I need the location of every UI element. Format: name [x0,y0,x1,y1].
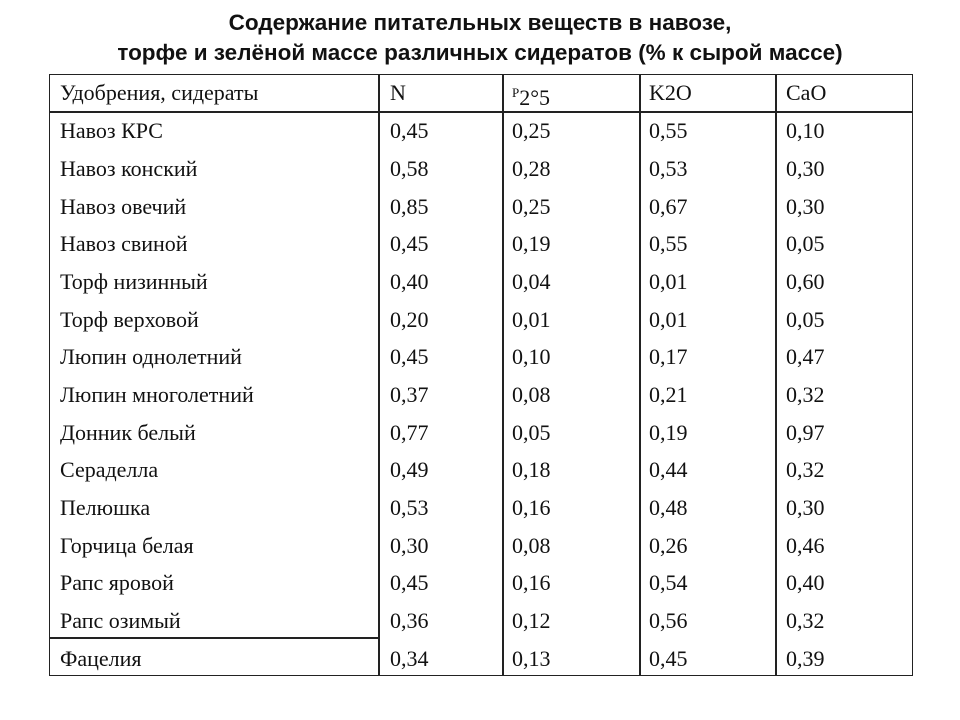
header-cao: CaO [786,80,827,105]
cell-cao: 0,47 [786,344,825,369]
cell-k2o: 0,19 [649,420,688,445]
cell-n: 0,58 [390,156,429,181]
cell-name: Рапс озимый [60,608,181,633]
cell-k2o: 0,17 [649,344,688,369]
cell-cao: 0,10 [786,118,825,143]
cell-name: Навоз овечий [60,194,187,219]
cell-p2o5: 0,13 [512,646,551,671]
cell-name: Донник белый [60,420,196,445]
cell-cao: 0,30 [786,194,825,219]
cell-name: Люпин однолетний [60,344,242,369]
cell-n: 0,45 [390,118,429,143]
cell-name: Торф верховой [60,307,199,332]
cell-k2o: 0,67 [649,194,688,219]
cell-k2o: 0,55 [649,231,688,256]
cell-k2o: 0,45 [649,646,688,671]
cell-cao: 0,05 [786,231,825,256]
cell-p2o5: 0,19 [512,231,551,256]
cell-name: Сераделла [60,457,159,482]
cell-name: Фацелия [60,646,142,671]
cell-n: 0,49 [390,457,429,482]
cell-cao: 0,40 [786,570,825,595]
cell-p2o5: 0,16 [512,495,551,520]
cell-n: 0,85 [390,194,429,219]
cell-cao: 0,97 [786,420,825,445]
cell-name: Рапс яровой [60,570,174,595]
cell-n: 0,34 [390,646,429,671]
cell-n: 0,45 [390,570,429,595]
column-divider [775,75,777,675]
cell-k2o: 0,56 [649,608,688,633]
cell-cao: 0,46 [786,533,825,558]
cell-k2o: 0,01 [649,269,688,294]
cell-n: 0,37 [390,382,429,407]
cell-n: 0,20 [390,307,429,332]
cell-p2o5: 0,16 [512,570,551,595]
cell-cao: 0,32 [786,608,825,633]
cell-k2o: 0,21 [649,382,688,407]
cell-p2o5: 0,28 [512,156,551,181]
cell-k2o: 0,01 [649,307,688,332]
cell-name: Горчица белая [60,533,194,558]
cell-cao: 0,60 [786,269,825,294]
cell-cao: 0,30 [786,156,825,181]
cell-name: Люпин многолетний [60,382,254,407]
cell-k2o: 0,44 [649,457,688,482]
cell-p2o5: 0,25 [512,118,551,143]
cell-p2o5: 0,10 [512,344,551,369]
cell-n: 0,77 [390,420,429,445]
cell-n: 0,45 [390,231,429,256]
cell-k2o: 0,55 [649,118,688,143]
column-divider [502,75,504,675]
column-divider [639,75,641,675]
cell-p2o5: 0,25 [512,194,551,219]
cell-p2o5: 0,12 [512,608,551,633]
cell-p2o5: 0,05 [512,420,551,445]
page-title [0,8,960,68]
cell-name: Торф низинный [60,269,208,294]
cell-n: 0,40 [390,269,429,294]
cell-n: 0,36 [390,608,429,633]
cell-k2o: 0,26 [649,533,688,558]
header-name: Удобрения, сидераты [60,80,259,105]
header-divider [50,111,912,113]
cell-cao: 0,30 [786,495,825,520]
cell-k2o: 0,48 [649,495,688,520]
cell-p2o5: 0,01 [512,307,551,332]
cell-cao: 0,32 [786,382,825,407]
cell-name: Пелюшка [60,495,151,520]
cell-p2o5: 0,04 [512,269,551,294]
title-line-2: торфе и зелёной массе различных сидератов (% к сырой массе) [117,40,843,65]
cell-k2o: 0,54 [649,570,688,595]
column-divider [378,75,380,675]
cell-cao: 0,32 [786,457,825,482]
nutrient-table [49,74,913,676]
header-k2o: K2O [649,80,692,105]
cell-cao: 0,39 [786,646,825,671]
header-p-main: 2°5 [519,85,551,110]
cell-name: Навоз КРС [60,118,163,143]
cell-n: 0,53 [390,495,429,520]
cell-p2o5: 0,18 [512,457,551,482]
header-n: N [390,80,406,105]
last-row-divider [50,637,380,639]
cell-k2o: 0,53 [649,156,688,181]
cell-n: 0,30 [390,533,429,558]
cell-cao: 0,05 [786,307,825,332]
title-line-1: Содержание питательных веществ в навозе, [228,10,732,35]
header-p2o5 [512,80,551,110]
cell-n: 0,45 [390,344,429,369]
cell-p2o5: 0,08 [512,533,551,558]
header-p-sup: P [512,85,520,100]
cell-name: Навоз конский [60,156,198,181]
cell-name: Навоз свиной [60,231,188,256]
cell-p2o5: 0,08 [512,382,551,407]
